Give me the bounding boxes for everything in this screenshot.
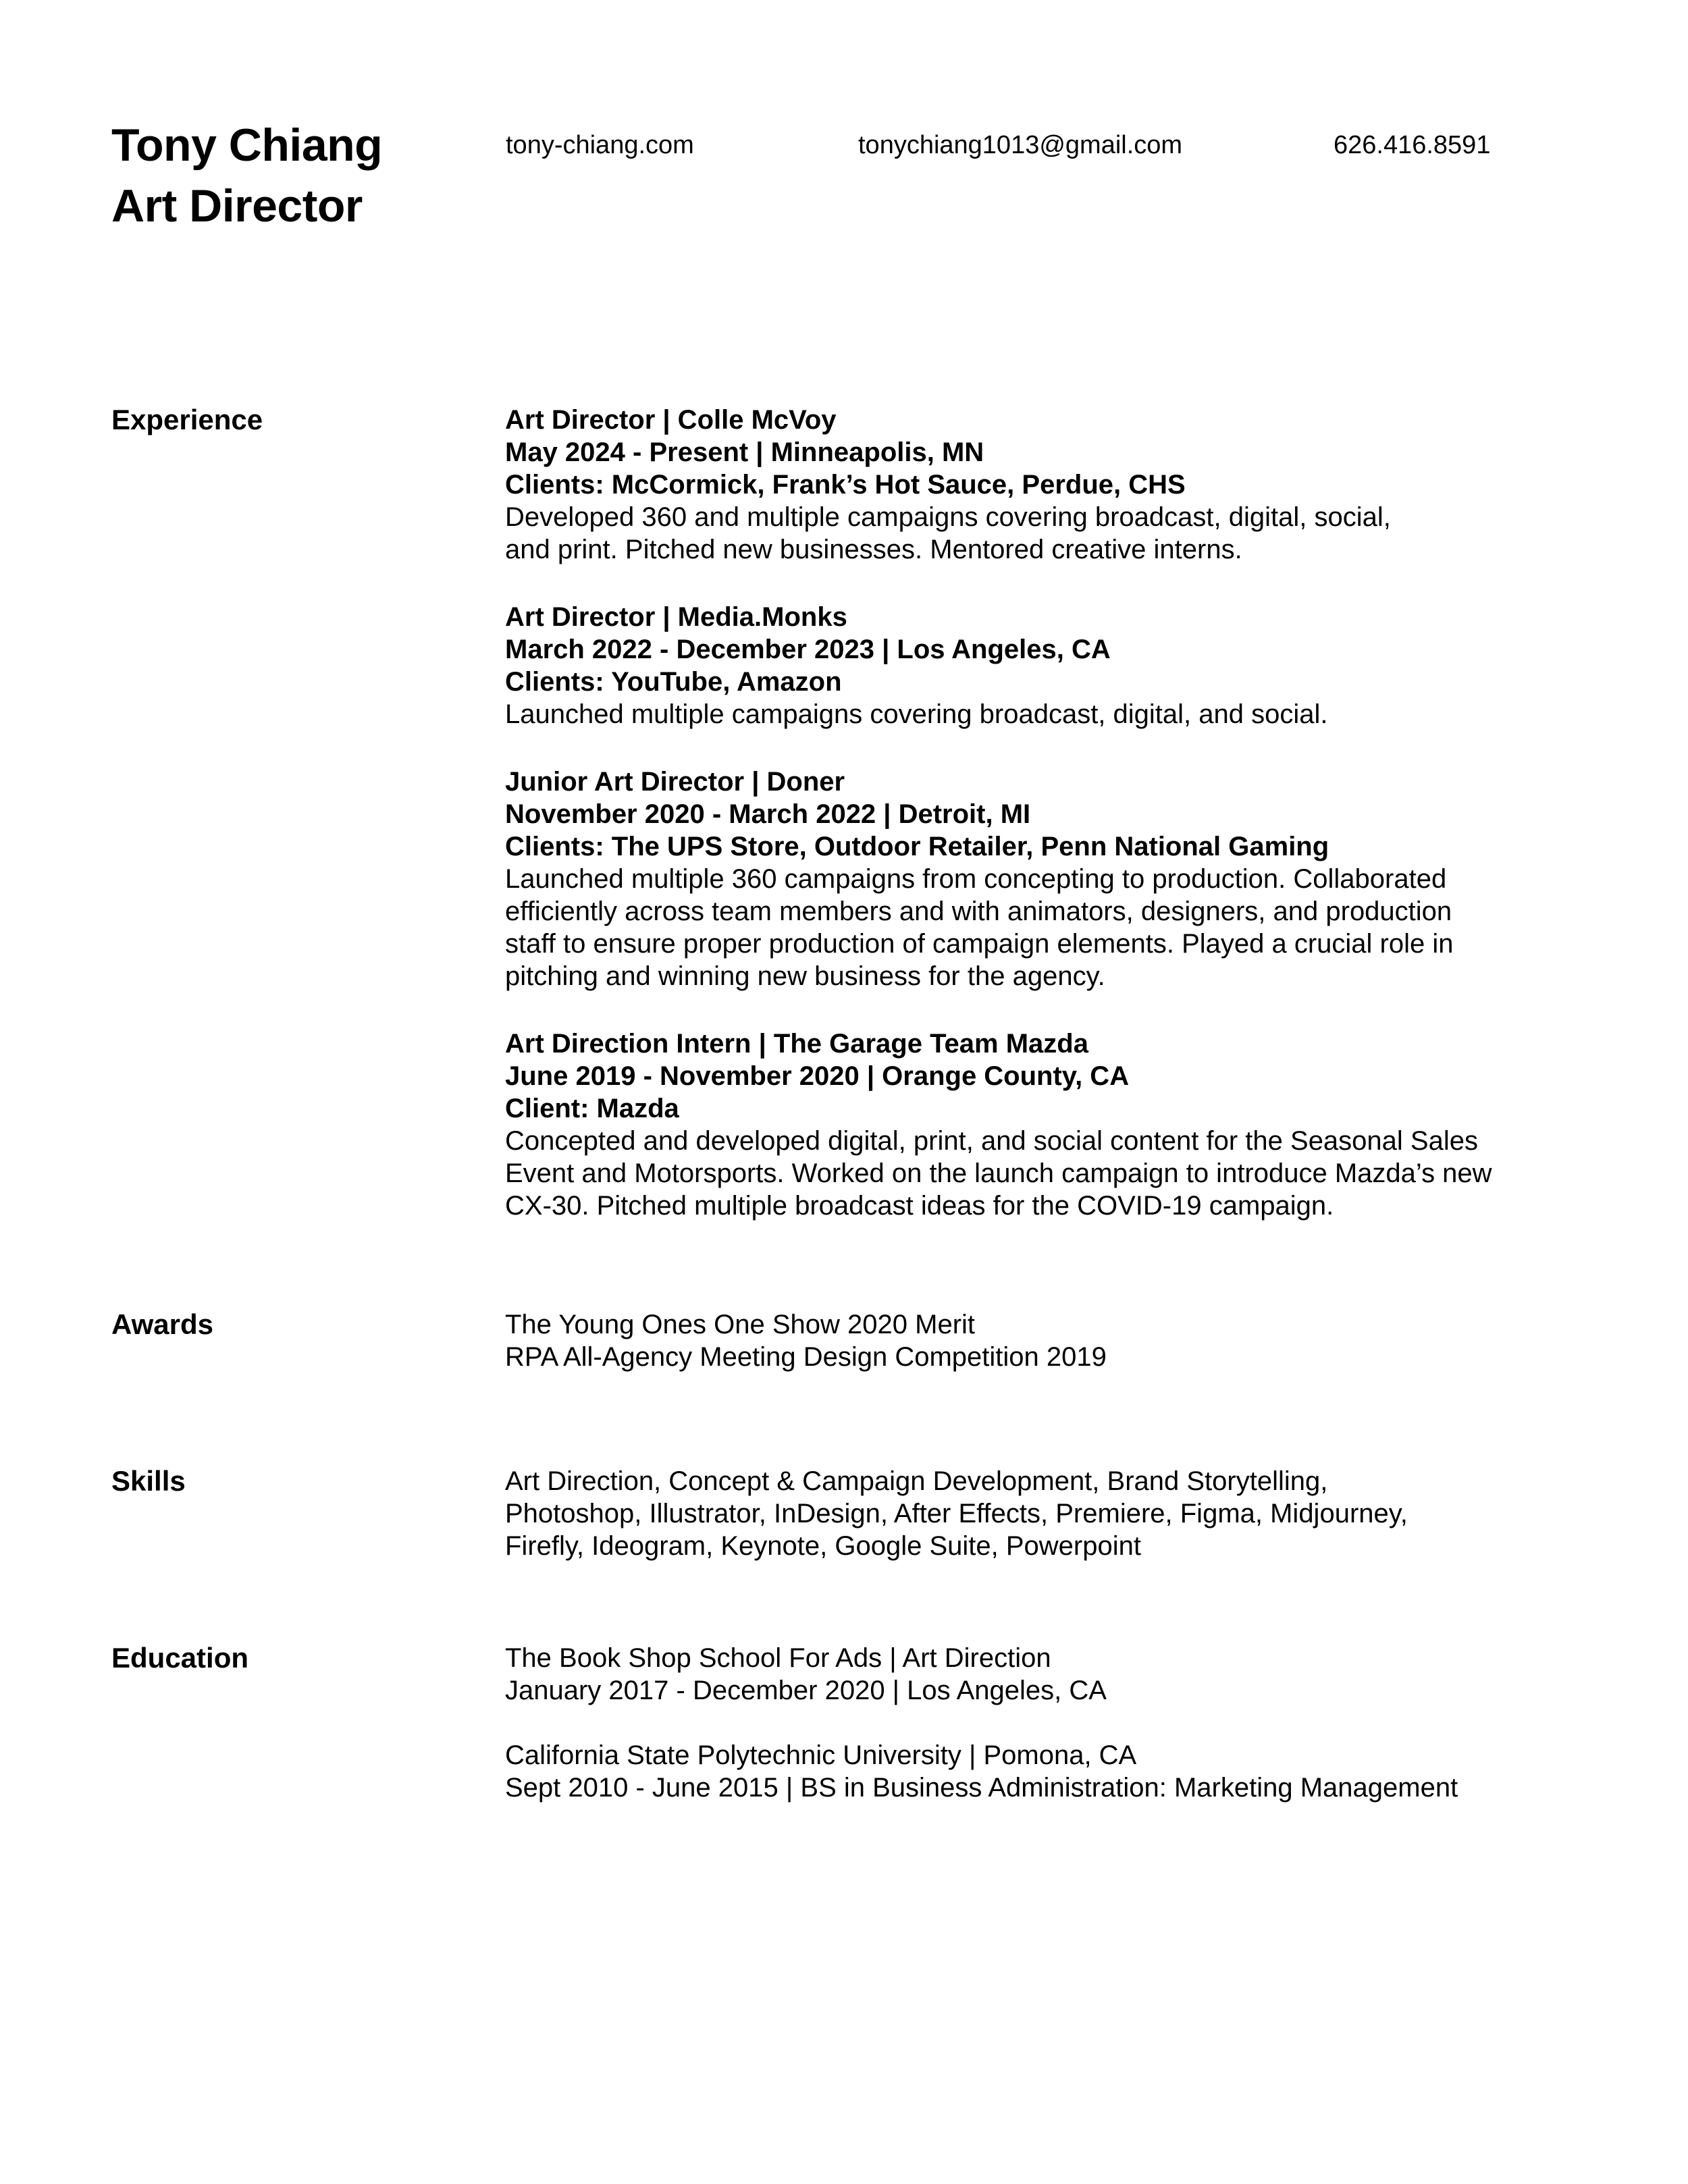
experience-content <box>505 404 1577 1222</box>
education-entry-cal-poly <box>505 1739 1577 1804</box>
entry-title: Art Director | Media.Monks <box>505 602 847 632</box>
entry-date-location: June 2019 - November 2020 | Orange County, CA <box>505 1061 1130 1091</box>
section-education <box>111 1642 1577 1804</box>
awards-content <box>505 1308 1577 1373</box>
entry-description-line: Launched multiple campaigns covering broadcast, digital, and social. <box>505 699 1328 729</box>
section-awards <box>111 1308 1577 1373</box>
entry-title: Art Director | Colle McVoy <box>505 405 837 435</box>
skills-content <box>505 1465 1577 1562</box>
education-entry-book-shop <box>505 1642 1577 1707</box>
skills-line: Photoshop, Illustrator, InDesign, After Effects, Premiere, Figma, Midjourney, <box>505 1499 1408 1528</box>
person-role: Art Director <box>111 180 363 232</box>
resume-header <box>111 115 1577 236</box>
experience-entry-garage-team-mazda <box>505 1028 1577 1222</box>
skills-line: Art Direction, Concept & Campaign Development, Brand Storytelling, <box>505 1466 1328 1496</box>
entry-description-line: CX-30. Pitched multiple broadcast ideas for the COVID-19 campaign. <box>505 1191 1334 1221</box>
experience-entry-colle-mcvoy <box>505 404 1577 566</box>
award-item: The Young Ones One Show 2020 Merit <box>505 1310 976 1339</box>
entry-clients: Clients: YouTube, Amazon <box>505 667 842 697</box>
entry-description-line: and print. Pitched new businesses. Mentored creative interns. <box>505 535 1242 564</box>
entry-description-line: efficiently across team members and with animators, designers, and production <box>505 897 1452 926</box>
section-experience <box>111 404 1577 1222</box>
entry-description-line: Launched multiple 360 campaigns from concepting to production. Collaborated <box>505 864 1447 894</box>
award-item: RPA All-Agency Meeting Design Competition 2019 <box>505 1342 1107 1372</box>
section-label-awards: Awards <box>111 1308 213 1340</box>
contact-website: tony-chiang.com <box>506 131 694 159</box>
entry-clients: Client: Mazda <box>505 1094 679 1123</box>
entry-description-line: Event and Motorsports. Worked on the launch campaign to introduce Mazda’s new <box>505 1158 1492 1188</box>
section-label-experience: Experience <box>111 404 263 435</box>
entry-title: Art Direction Intern | The Garage Team Mazda <box>505 1029 1088 1059</box>
entry-title: Junior Art Director | Doner <box>505 767 845 797</box>
entry-description-line: Developed 360 and multiple campaigns covering broadcast, digital, social, <box>505 502 1391 532</box>
entry-date-location: November 2020 - March 2022 | Detroit, MI <box>505 799 1031 829</box>
section-label-education: Education <box>111 1642 249 1674</box>
entry-description-line: Concepted and developed digital, print, and social content for the Seasonal Sales <box>505 1126 1478 1156</box>
entry-description-line: staff to ensure proper production of campaign elements. Played a crucial role in <box>505 929 1454 959</box>
education-school: The Book Shop School For Ads | Art Direction <box>505 1643 1051 1673</box>
education-date-location: Sept 2010 - June 2015 | BS in Business Administration: Marketing Management <box>505 1773 1458 1803</box>
entry-clients: Clients: McCormick, Frank’s Hot Sauce, Perdue, CHS <box>505 470 1186 500</box>
contact-email: tonychiang1013@gmail.com <box>858 131 1183 159</box>
contact-phone: 626.416.8591 <box>1334 131 1491 159</box>
section-label-skills: Skills <box>111 1465 186 1497</box>
person-name: Tony Chiang <box>111 119 383 171</box>
education-school: California State Polytechnic University | Pomona, CA <box>505 1740 1137 1770</box>
education-content <box>505 1642 1577 1804</box>
entry-clients: Clients: The UPS Store, Outdoor Retailer, Penn National Gaming <box>505 832 1329 861</box>
skills-line: Firefly, Ideogram, Keynote, Google Suite, Powerpoint <box>505 1531 1141 1561</box>
education-date-location: January 2017 - December 2020 | Los Angeles, CA <box>505 1676 1107 1705</box>
entry-description-line: pitching and winning new business for the agency. <box>505 961 1105 991</box>
section-skills <box>111 1465 1577 1562</box>
entry-date-location: May 2024 - Present | Minneapolis, MN <box>505 437 984 467</box>
entry-date-location: March 2022 - December 2023 | Los Angeles, CA <box>505 635 1111 664</box>
experience-entry-media-monks <box>505 601 1577 730</box>
experience-entry-doner <box>505 766 1577 992</box>
